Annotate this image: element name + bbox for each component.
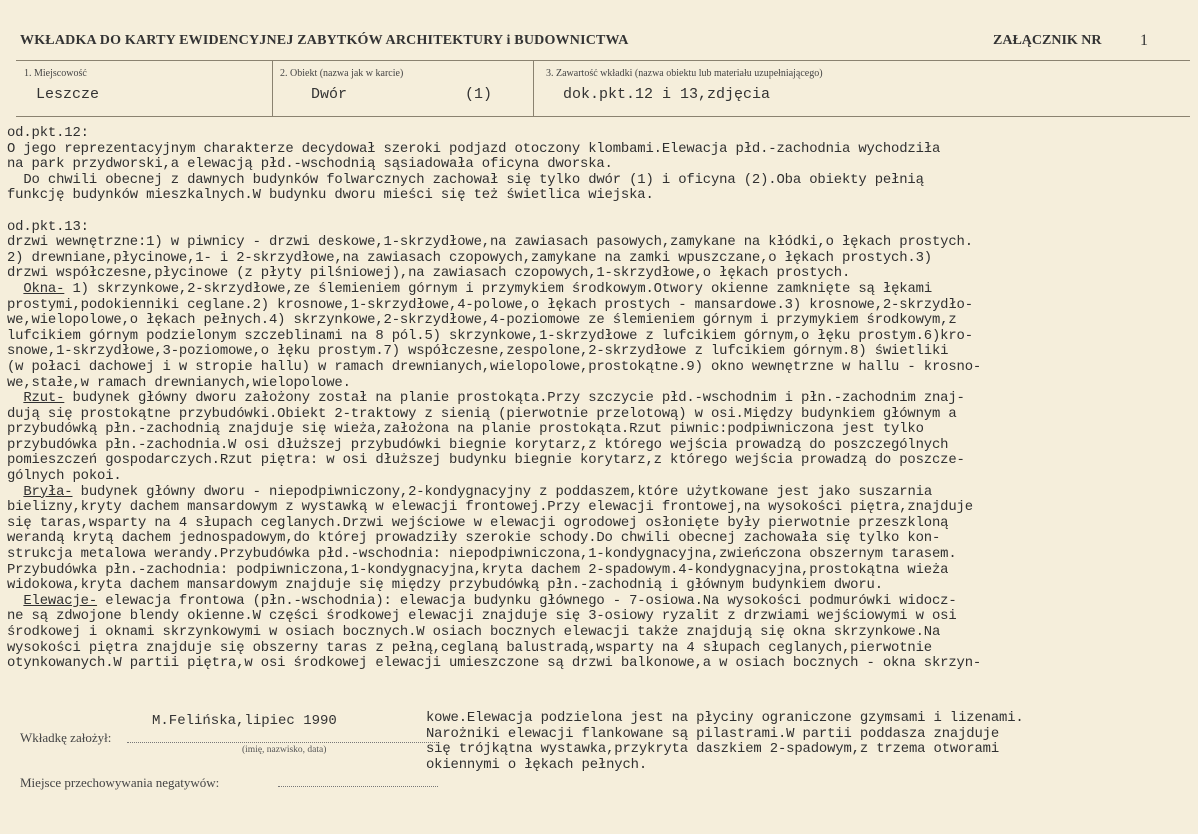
negatives-line — [278, 786, 438, 787]
body-line: lufcikiem górnym podzielonym szczeblinami na 8 pól.5) skrzynkowe,1-skrzydłowe z lufcikiem górnym,o łęku prostym.6)kro- — [7, 327, 973, 344]
field-divider-2 — [533, 60, 534, 116]
body-line: wysokości piętra znajduje się obszerny taras z pełną,ceglaną balustradą,wsparty na 4 słupach ceglanych,pierwotnie — [7, 639, 932, 656]
body-line: Do chwili obecnej z dawnych budynków folwarcznych zachował się tylko dwór (1) i oficyna (2).Oba obiekty pełnią — [7, 171, 924, 188]
body-line: O jego reprezentacyjnym charakterze decydował szeroki podjazd otoczony klombami.Elewacja płd.-zachodnia wychodziła — [7, 140, 941, 157]
locality-value: Leszcze — [36, 86, 100, 103]
object-number: (1) — [465, 86, 493, 103]
body-line: otynkowanych.W partii piętra,w osi środkowej elewacji umieszczone są drzwi balkonowe,a w osiach bocznych - okna skrzyn- — [7, 655, 982, 672]
right-line: się trójkątna wystawka,przykryta daszkiem 2-spadowym,z trzema otworami — [426, 741, 1000, 758]
body-line: ne są zdwojone blendy okienne.W części środkowej elewacji znajduje się 3-osiowy ryzalit z drzwiami wejściowymi w osi — [7, 608, 957, 625]
prepared-by-note: (imię, nazwisko, data) — [242, 745, 327, 755]
right-line: Narożniki elewacji flankowane są pilastrami.W partii poddasza znajduje — [426, 725, 1000, 742]
body-line: środkowej i oknami skrzynkowymi w osiach bocznych.W osiach bocznych elewacji także znajdują się okna skrzynkowe.Na — [7, 624, 941, 640]
object-label: 2. Obiekt (nazwa jak w karcie) — [280, 68, 404, 79]
body-line: (w połaci dachowej i w stropie hallu) w ramach drewnianych,wielopolowe,prostokątne.9) okno wewnętrzne w hallu - krosno- — [7, 358, 982, 375]
body-line: od.pkt.13: — [7, 218, 89, 235]
body-line: bielizny,kryty dachem mansardowym z wystawką w elewacji frontowej.Przy elewacji frontowej,na wysokości piętra,znajduje — [7, 499, 973, 516]
body-line: Elewacje- elewacja frontowa (płn.-wschodnia): elewacja budynku głównego - 7-osiowa.Na wysokości podmurówki widocz- — [23, 592, 957, 609]
locality-label: 1. Miejscowość — [24, 68, 87, 79]
right-line: kowe.Elewacja podzielona jest na płyciny ograniczone gzymsami i lizenami. — [426, 710, 1024, 726]
body-line: drzwi współczesne,płycinowe (z płyty pilśniowej),na zawiasach czopowych,1-skrzydłowe,o łękach prostych. — [7, 265, 851, 282]
body-line: gólnych pokoi. — [7, 468, 122, 485]
typed-description-continued — [426, 711, 1024, 773]
right-line: okiennymi o łękach pełnych. — [426, 756, 648, 773]
body-line: Okna- 1) skrzynkowe,2-skrzydłowe,ze ślemieniem górnym i przymykiem środkowym.Otwory okienne zamknięte są łękami — [23, 280, 933, 297]
body-line: werandą krytą dachem jednospadowym,do której prowadziły szerokie schody.Do chwili obecnej zachowała się tylko kon- — [7, 530, 941, 547]
body-line: widokowa,kryta dachem mansardowym znajduje się między przybudówką płn.-zachodnią i głównym budynkiem dworu. — [7, 577, 883, 594]
typed-description — [7, 126, 1197, 672]
body-line: we,wielopolowe,o łękach pełnych.4) skrzynkowe,2-skrzydłowe,4-poziomowe ze ślemieniem górnym i przymykiem środkowym,z — [7, 312, 957, 329]
body-line — [7, 204, 1197, 220]
prepared-by-line — [127, 742, 437, 743]
body-line: 2) drewniane,płycinowe,1- i 2-skrzydłowe,na zawiasach czopowych,zamykane na zamki wpuszczane,o łękach prostych.3) — [7, 249, 932, 266]
annex-label: ZAŁĄCZNIK NR — [993, 33, 1102, 48]
body-line: od.pkt.12: — [7, 125, 89, 141]
body-line: Bryła- budynek główny dworu - niepodpiwniczony,2-kondygnacyjny z poddaszem,które użytkowane jest jako suszarnia — [23, 483, 933, 500]
body-line: na park przydworski,a elewacją płd.-wschodnią sąsiadowała oficyna dworska. — [7, 156, 613, 173]
body-line: Rzut- budynek główny dworu założony został na planie prostokąta.Przy szczycie płd.-wschodnim i płn.-zachodnim znaj- — [23, 390, 965, 407]
body-line: się taras,wsparty na 4 słupach ceglanych.Drzwi wejściowe w elewacji ogrodowej osłonięte były pierwotnie przeszkloną — [7, 514, 949, 531]
prepared-by-label: Wkładkę założył: — [20, 730, 112, 745]
body-line: strukcja metalowa werandy.Przybudówka płd.-wschodnia: niepodpiwniczona,1-kondygnacyjna,zwieńczona obszernym tarasem. — [7, 546, 957, 563]
prepared-by-value: M.Felińska,lipiec 1990 — [152, 713, 337, 729]
body-line: przybudówka płn.-zachodnia.W osi dłuższej przybudówki biegnie korytarz,z którego wejścia prowadzą do poszczególnych — [7, 436, 949, 453]
contents-value: dok.pkt.12 i 13,zdjęcia — [563, 86, 771, 103]
header-rule-bottom — [16, 116, 1190, 117]
body-line: Przybudówka płn.-zachodnia: podpiwniczona,1-kondygnacyjna,kryta dachem 2-spadowym.4-kondygnacyjna,prostokątna wieża — [7, 561, 949, 578]
body-line: drzwi wewnętrzne:1) w piwnicy - drzwi deskowe,1-skrzydłowe,na zawiasach pasowych,zamykane na kłódki,o łękach prostych. — [7, 234, 973, 251]
body-line: prostymi,podokienniki ceglane.2) krosnowe,1-skrzydłowe,4-polowe,o łękach prostych - mansardowe.3) krosnowe,2-skrzydło- — [7, 296, 973, 313]
contents-label: 3. Zawartość wkładki (nazwa obiektu lub materiału uzupełniającego) — [546, 68, 823, 79]
annex-number: 1 — [1140, 32, 1148, 49]
body-line: we,stałe,w ramach drewnianych,wielopolowe. — [7, 374, 351, 391]
body-line: funkcję budynków mieszkalnych.W budynku dworu mieści się też świetlica wiejska. — [7, 187, 654, 204]
header-rule-top — [16, 60, 1190, 61]
field-divider-1 — [272, 60, 273, 116]
object-value: Dwór — [311, 86, 348, 103]
body-line: dują się prostokątne przybudówki.Obiekt 2-traktowy z sienią (pierwotnie przelotową) w osi.Między budynkiem głównym a — [7, 405, 957, 422]
body-line: pomieszczeń gospodarczych.Rzut piętra: w osi dłuższej budynku biegnie korytarz,z którego wejścia prowadzą do poszcze- — [7, 452, 965, 469]
body-line: snowe,1-skrzydłowe,3-poziomowe,o łęku prostym.7) współczesne,zespolone,2-skrzydłowe z lufcikiem górnym.8) świetliki — [7, 343, 949, 360]
document-title: WKŁADKA DO KARTY EWIDENCYJNEJ ZABYTKÓW ARCHITEKTURY i BUDOWNICTWA — [20, 33, 629, 48]
negatives-label: Miejsce przechowywania negatywów: — [20, 775, 220, 790]
body-line: przybudówką płn.-zachodnią znajduje się wieża,założona na planie prostokąta.Rzut piwnic:podpiwniczona jest tylko — [7, 421, 924, 438]
